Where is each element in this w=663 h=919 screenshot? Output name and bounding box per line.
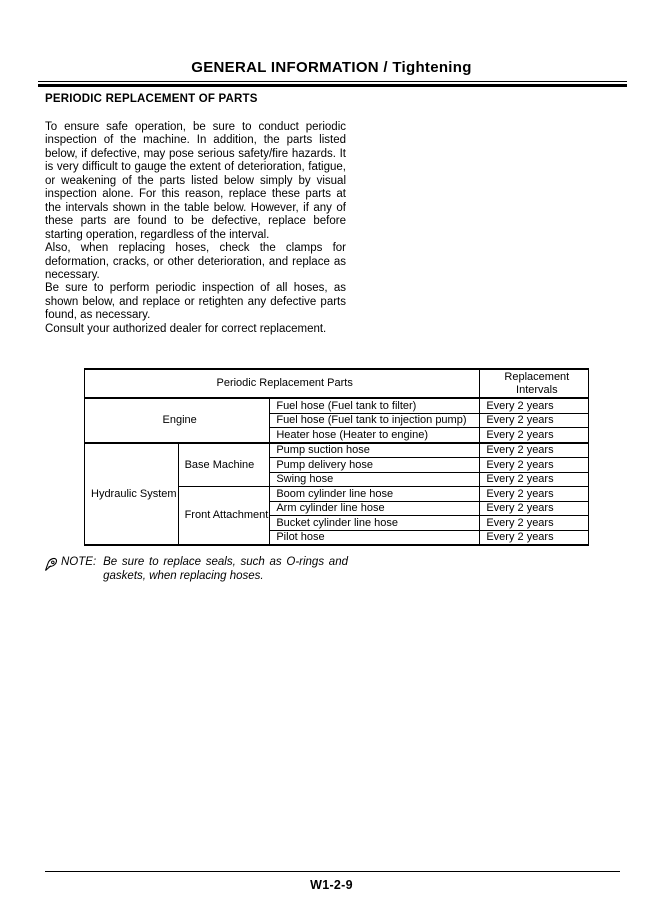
interval-cell: Every 2 years — [480, 398, 589, 413]
interval-cell: Every 2 years — [480, 458, 589, 473]
paragraph: To ensure safe operation, be sure to conduct periodic inspection of the machine. In addition, the parts listed below, if defective, may pose serious safety/fire hazards. It is very difficult to gauge the extent of deterioration, fatigue, or weakening of the parts listed below simply by visual inspection alone. For this reason, replace these parts at the intervals shown in the table below. However, if any of these parts are found to be defective, replace before starting operation, regardless of the interval. — [45, 121, 346, 241]
interval-cell: Every 2 years — [480, 487, 589, 502]
category-cell-engine: Engine — [85, 398, 270, 443]
part-cell: Pilot hose — [270, 530, 480, 545]
body-text — [45, 121, 346, 336]
part-cell: Bucket cylinder line hose — [270, 516, 480, 531]
paragraph: Also, when replacing hoses, check the clamps for deformation, cracks, or other deterioration, and replace as necessary. — [45, 242, 346, 281]
part-cell: Fuel hose (Fuel tank to filter) — [270, 398, 480, 413]
note-block — [44, 556, 348, 583]
interval-cell: Every 2 years — [480, 516, 589, 531]
part-cell: Pump delivery hose — [270, 458, 480, 473]
part-cell: Swing hose — [270, 472, 480, 487]
header-double-rule — [38, 81, 627, 87]
interval-cell: Every 2 years — [480, 530, 589, 545]
paragraph: Consult your authorized dealer for correct replacement. — [45, 322, 327, 335]
part-cell: Arm cylinder line hose — [270, 501, 480, 516]
subcategory-cell-base-machine: Base Machine — [178, 443, 270, 487]
page-header-title: GENERAL INFORMATION / Tightening — [191, 59, 472, 76]
parts-header-cell: Periodic Replacement Parts — [85, 369, 480, 398]
table-row — [85, 398, 589, 413]
interval-cell: Every 2 years — [480, 501, 589, 516]
section-title: PERIODIC REPLACEMENT OF PARTS — [45, 93, 258, 105]
note-text: Be sure to replace seals, such as O-rings and gaskets, when replacing hoses. — [103, 556, 348, 582]
part-cell: Pump suction hose — [270, 443, 480, 458]
category-cell-hydraulic-system: Hydraulic System — [85, 443, 179, 546]
note-label: NOTE: — [61, 556, 97, 568]
subcategory-cell-front-attachment: Front Attachment — [178, 487, 270, 546]
intervals-header-cell: Replacement Intervals — [480, 369, 589, 398]
pen-nib-icon — [44, 556, 61, 577]
table-header-row — [85, 369, 589, 398]
interval-cell: Every 2 years — [480, 428, 589, 443]
part-cell: Fuel hose (Fuel tank to injection pump) — [270, 413, 480, 428]
part-cell: Boom cylinder line hose — [270, 487, 480, 502]
part-cell: Heater hose (Heater to engine) — [270, 428, 480, 443]
footer-rule — [45, 871, 620, 872]
page-number: W1-2-9 — [310, 878, 353, 892]
interval-cell: Every 2 years — [480, 443, 589, 458]
periodic-replacement-table — [84, 368, 589, 546]
paragraph: Be sure to perform periodic inspection of all hoses, as shown below, and replace or retighten any defective parts found, as necessary. — [45, 282, 346, 322]
table-row — [85, 443, 589, 458]
interval-cell: Every 2 years — [480, 472, 589, 487]
interval-cell: Every 2 years — [480, 413, 589, 428]
